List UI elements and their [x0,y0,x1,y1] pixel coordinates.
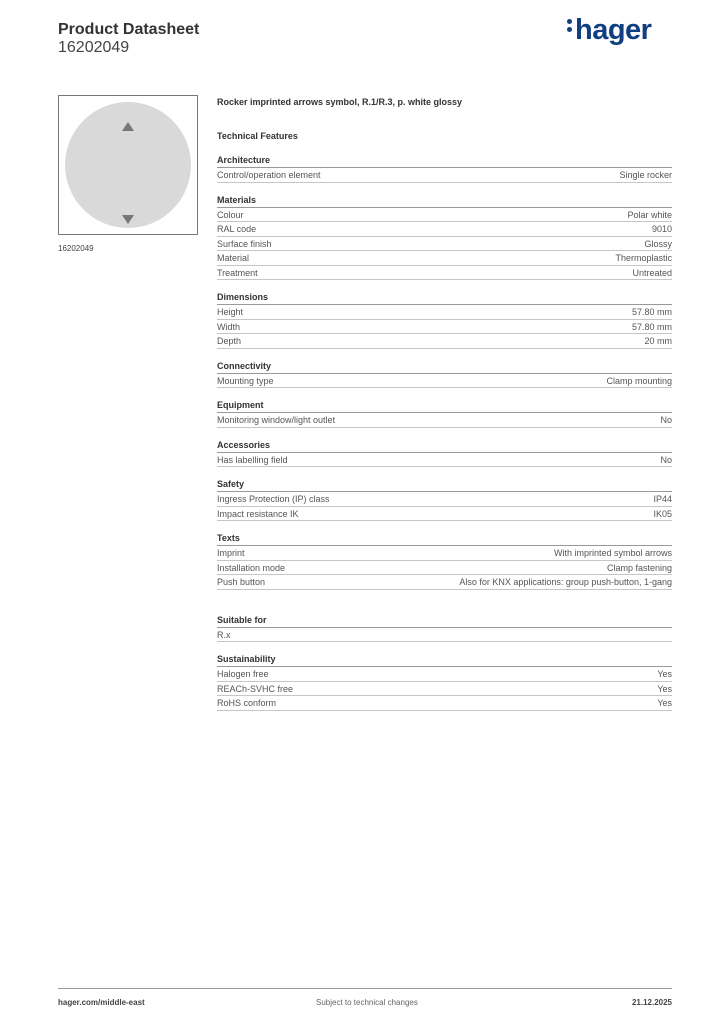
footer-note: Subject to technical changes [316,998,418,1007]
spec-row [217,266,672,281]
spec-row [217,453,672,468]
spec-row [217,251,672,266]
spec-row [217,628,672,643]
spec-value: Clamp mounting [606,375,672,386]
spec-value: Glossy [644,238,672,249]
footer-divider [58,988,672,989]
section-heading: Suitable for [217,614,672,628]
spec-value: IK05 [653,508,672,519]
logo-dots-icon [567,16,572,35]
spec-label: Has labelling field [217,454,288,465]
product-image [58,95,198,235]
section-heading: Materials [217,194,672,208]
section-sustainability [217,653,672,711]
page-title: Product Datasheet [58,21,200,38]
section-connectivity [217,360,672,389]
spec-label: Installation mode [217,562,286,573]
logo-text: hager [575,14,652,46]
section-equipment [217,399,672,428]
section-texts [217,532,672,590]
section-heading: Accessories [217,439,672,453]
image-caption: 16202049 [58,244,94,253]
spec-value: Untreated [632,267,672,278]
technical-features-title: Technical Features [217,131,298,141]
spec-label: Halogen free [217,669,269,679]
arrow-down-icon [122,215,134,224]
product-number: 16202049 [58,39,130,56]
section-architecture [217,154,672,183]
spec-row [217,492,672,507]
spec-row [217,575,672,590]
section-heading: Dimensions [217,291,672,305]
section-heading: Texts [217,532,672,546]
spec-value: IP44 [653,494,672,504]
spec-label: RAL code [217,224,257,234]
spec-value: Polar white [627,209,672,220]
rocker-illustration [65,102,191,228]
section-suitable-for [217,614,672,643]
spec-value: 57.80 mm [631,321,672,332]
spec-value: No [660,454,672,465]
spec-value: 9010 [651,224,672,234]
spec-label: Width [217,321,241,332]
section-heading: Connectivity [217,360,672,374]
spec-value: 57.80 mm [631,307,672,317]
spec-label: Height [217,307,244,317]
footer-website-link[interactable]: hager.com/middle-east [58,998,145,1007]
spec-value: No [660,415,672,425]
footer-date: 21.12.2025 [631,998,672,1007]
spec-row [217,667,672,682]
section-heading: Safety [217,478,672,492]
section-heading: Equipment [217,399,672,413]
feature-sections [217,154,672,711]
spec-label: RoHS conform [217,698,277,708]
spec-label: Monitoring window/light outlet [217,415,336,425]
spec-label: REACh-SVHC free [217,683,294,694]
spec-label: Mounting type [217,375,274,386]
spec-label: R.x [217,629,231,640]
spec-row [217,696,672,711]
spec-row [217,168,672,183]
section-materials [217,194,672,281]
spec-row [217,237,672,252]
spec-row [217,413,672,428]
spec-value: Thermoplastic [615,253,672,263]
spec-value: Single rocker [619,170,672,180]
spec-label: Colour [217,209,244,220]
spec-label: Imprint [217,548,245,558]
section-heading: Sustainability [217,653,672,667]
spec-label: Control/operation element [217,170,321,180]
spec-row [217,561,672,576]
spec-row [217,374,672,389]
section-heading: Architecture [217,154,672,168]
section-accessories [217,439,672,468]
spec-label: Surface finish [217,238,272,249]
spec-value: 20 mm [644,336,672,346]
spec-value: Yes [657,669,672,679]
product-title: Rocker imprinted arrows symbol, R.1/R.3, p. white glossy [217,97,463,107]
arrow-up-icon [122,122,134,131]
spec-label: Depth [217,336,242,346]
spec-value: Also for KNX applications: group push-button, 1-gang [459,577,672,587]
spec-value: Yes [657,698,672,708]
spec-row [217,222,672,237]
section-safety [217,478,672,521]
section-dimensions [217,291,672,349]
spec-row [217,334,672,349]
hager-logo [567,14,651,47]
spec-row [217,546,672,561]
spec-row [217,320,672,335]
spec-row [217,682,672,697]
spec-value: Yes [657,683,672,694]
spec-label: Push button [217,577,266,587]
spec-value: With imprinted symbol arrows [553,548,672,558]
spec-row [217,305,672,320]
spec-label: Material [217,253,250,263]
spec-label: Ingress Protection (IP) class [217,494,330,504]
spec-row [217,507,672,522]
datasheet-content [217,95,672,711]
spec-row [217,208,672,223]
spec-label: Impact resistance IK [217,508,299,519]
spec-value: Clamp fastening [606,562,672,573]
spec-label: Treatment [217,267,258,278]
